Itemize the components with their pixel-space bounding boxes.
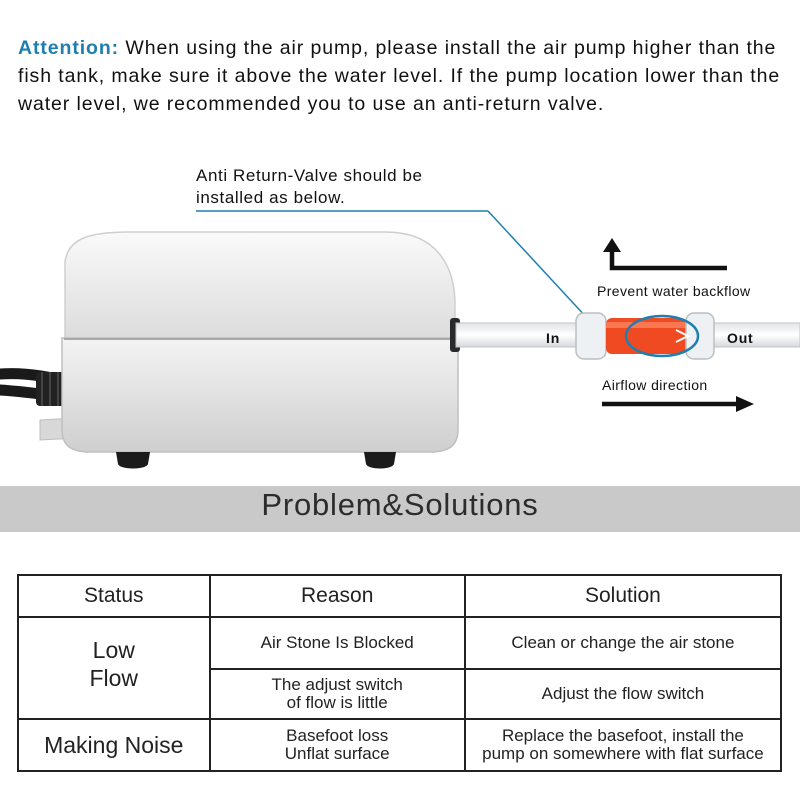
airflow-arrow-icon — [602, 396, 754, 412]
power-cord — [0, 372, 72, 406]
solution-text: Adjust the flow switch — [541, 684, 705, 703]
callout-line1: Anti Return-Valve should be — [196, 166, 423, 185]
reason-text-line1: Basefoot loss — [286, 726, 389, 745]
status-low-flow-line1: Low — [92, 637, 135, 663]
anti-return-valve — [576, 313, 714, 359]
prevent-backflow-label: Prevent water backflow — [597, 283, 751, 299]
section-title: Problem&Solutions — [261, 487, 539, 522]
reason-text-line2: of flow is little — [286, 693, 388, 712]
table-header-row — [18, 575, 781, 617]
status-low-flow — [18, 617, 210, 719]
status-making-noise: Making Noise — [18, 719, 210, 771]
problem-solutions-table — [17, 574, 782, 772]
out-label: Out — [727, 330, 754, 346]
reason-text-line2: Unflat surface — [284, 744, 390, 763]
pump-foot-left — [116, 452, 150, 469]
attention-text: When using the air pump, please install the air pump higher than the fish tank, make sure it above the water level. If the pump location lower than the water level, we recommended you to use an anti-return valve. — [18, 37, 781, 115]
solution-cell — [465, 719, 781, 771]
backflow-arrow-icon — [603, 238, 727, 268]
in-label: In — [546, 330, 561, 346]
reason-text: Air Stone Is Blocked — [260, 633, 414, 652]
solution-text-line2: pump on somewhere with flat surface — [482, 744, 764, 763]
reason-cell — [210, 669, 465, 719]
air-pump — [62, 232, 460, 469]
header-solution: Solution — [465, 575, 781, 617]
solution-text: Clean or change the air stone — [511, 633, 735, 652]
reason-cell — [210, 617, 465, 669]
table-row — [18, 719, 781, 771]
reason-cell — [210, 719, 465, 771]
header-status: Status — [18, 575, 210, 617]
callout-line2: installed as below. — [196, 188, 346, 207]
table-row — [18, 617, 781, 669]
status-low-flow-line2: Flow — [89, 665, 139, 691]
solution-cell — [465, 669, 781, 719]
pump-foot-right — [364, 452, 396, 469]
solution-text-line1: Replace the basefoot, install the — [501, 726, 744, 745]
airflow-direction-label: Airflow direction — [602, 377, 708, 393]
reason-text-line1: The adjust switch — [271, 675, 403, 694]
solution-cell — [465, 617, 781, 669]
attention-label: Attention: — [18, 37, 120, 59]
header-reason: Reason — [210, 575, 465, 617]
